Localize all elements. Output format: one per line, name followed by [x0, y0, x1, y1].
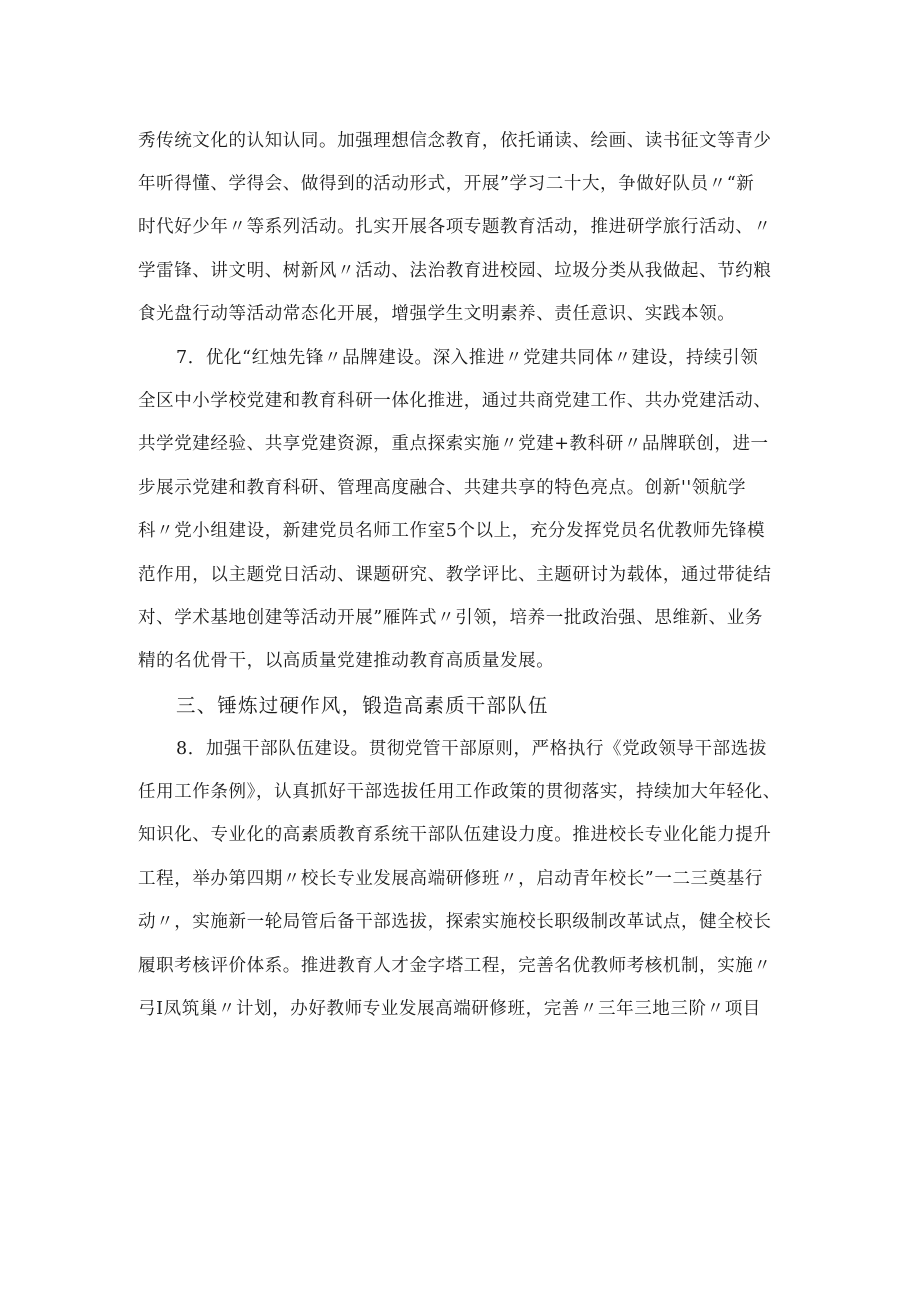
paragraph-line: 范作用，以主题党日活动、课题研究、教学评比、主题研讨为载体，通过带徒结: [138, 565, 772, 585]
paragraph-line: 时代好少年〃等系列活动。扎实开展各项专题教育活动，推进研学旅行活动、〃: [138, 217, 772, 237]
paragraph-line: 食光盘行动等活动常态化开展，增强学生文明素养、责任意识、实践本领。: [138, 304, 736, 324]
paragraph-line: 工程，举办第四期〃校长专业发展高端研修班〃，启动青年校长”一二三奠基行: [138, 869, 763, 889]
section-heading: 三、锤炼过硬作风，锻造高素质干部队伍: [176, 694, 549, 717]
paragraph-line: 动〃，实施新一轮局管后备干部选拔，探索实施校长职级制改革试点，健全校长: [138, 912, 772, 932]
paragraph-line: 步展示党建和教育科研、管理高度融合、共建共享的特色亮点。创新''领航学: [138, 478, 747, 498]
paragraph-line: 任用工作条例》，认真抓好干部选拔任用工作政策的贯彻落实，持续加大年轻化、: [138, 782, 781, 802]
paragraph-line: 年听得懂、学得会、做得到的活动形式，开展”学习二十大，争做好队员〃“新: [138, 174, 755, 194]
paragraph-line: 秀传统文化的认知认同。加强理想信念教育，依托诵读、绘画、读书征文等青少: [138, 131, 772, 151]
paragraph-line: 对、学术基地创建等活动开展”雁阵式〃引领，培养一批政治强、思维新、业务: [138, 608, 763, 628]
paragraph-line: 全区中小学校党建和教育科研一体化推进，通过共商党建工作、共办党建活动、: [138, 391, 772, 411]
paragraph-line: 弓I凤筑巢〃计划，办好教师专业发展高端研修班，完善〃三年三地三阶〃项目: [138, 999, 761, 1019]
paragraph-line: 科〃党小组建设，新建党员名师工作室5个以上，充分发挥党员名优教师先锋模: [138, 521, 766, 541]
paragraph-line: 学雷锋、讲文明、树新风〃活动、法治教育进校园、垃圾分类从我做起、节约粮: [138, 261, 772, 281]
item-7-first-line: 7．优化“红烛先锋〃品牌建设。深入推进〃党建共同体〃建设，持续引领: [176, 348, 759, 368]
paragraph-line: 履职考核评价体系。推进教育人才金字塔工程，完善名优教师考核机制，实施〃: [138, 956, 772, 976]
paragraph-line: 精的名优骨干，以高质量党建推动教育高质量发展。: [138, 651, 555, 671]
item-8-first-line: 8．加强干部队伍建设。贯彻党管干部原则，严格执行《党政领导干部选拔: [176, 739, 767, 759]
paragraph-line: 知识化、专业化的高素质教育系统干部队伍建设力度。推进校长专业化能力提升: [138, 825, 772, 845]
paragraph-line: 共学党建经验、共享党建资源，重点探索实施〃党建+教科研〃品牌联创，进一: [138, 434, 769, 454]
